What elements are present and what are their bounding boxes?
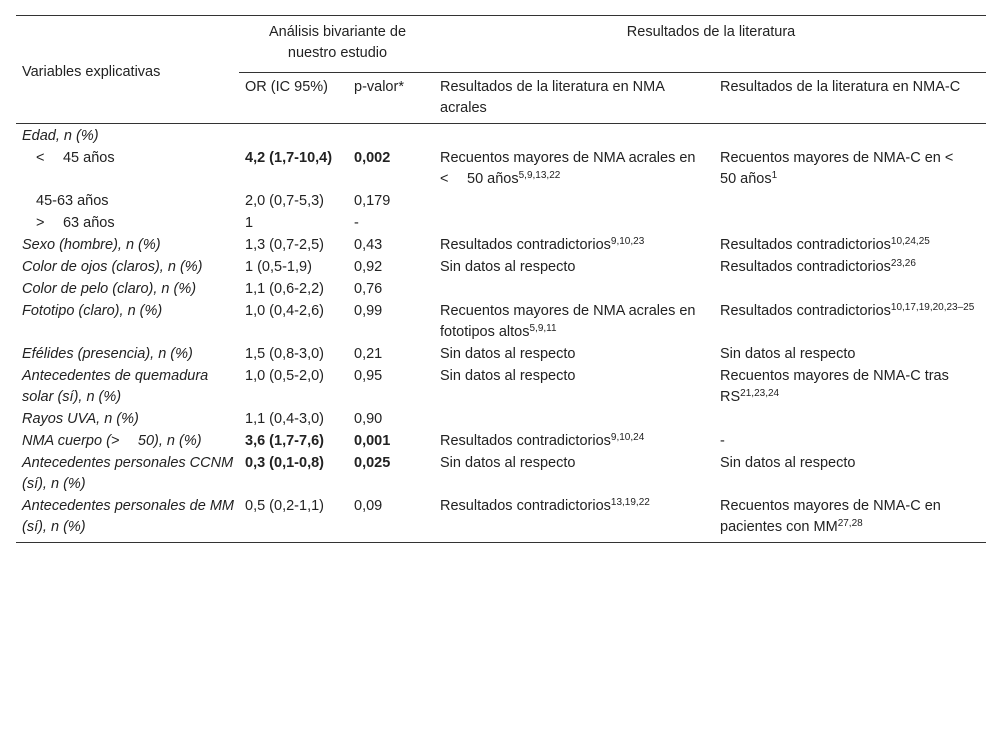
p-value-cell: 0,179 <box>354 193 391 209</box>
or-cell: 1,5 (0,8-3,0) <box>245 346 324 362</box>
literature-acrales-cell <box>434 212 714 234</box>
reference-superscript: 27,28 <box>837 518 863 529</box>
reference-superscript: 23,26 <box>890 258 916 269</box>
table-row <box>16 495 986 543</box>
literature-acrales-cell: Sin datos al respecto <box>440 455 576 471</box>
reference-superscript: 9,10,23 <box>610 236 645 247</box>
or-cell: 4,2 (1,7-10,4) <box>245 150 333 166</box>
reference-superscript: 1 <box>771 170 778 181</box>
variable-cell: Sexo (hombre), n (%) <box>22 237 161 253</box>
nma-acrales-column-header: Resultados de la literatura en NMA acrales <box>434 73 714 124</box>
table-row <box>16 300 986 343</box>
or-cell: 1,0 (0,5-2,0) <box>245 368 324 384</box>
literature-acrales-cell: Resultados contradictorios$^{9,10,24}$ <box>440 432 645 449</box>
table-row <box>16 452 986 495</box>
literature-acrales-cell: Sin datos al respecto <box>440 259 576 275</box>
or-cell: 3,6 (1,7-7,6) <box>245 433 324 449</box>
variable-cell: Antecedentes personales de MM (sí), n (%) <box>16 495 239 543</box>
table-row <box>16 408 986 430</box>
reference-superscript: 13,19,22 <box>610 497 650 508</box>
literature-nma-c-cell: Recuentos mayores de NMA-C en pacientes con MM$^{27,28}$ <box>714 495 986 543</box>
variables-header: Variables explicativas <box>16 16 239 124</box>
literature-nma-c-cell <box>714 190 986 212</box>
literature-nma-c-cell: Resultados contradictorios$^{23,26}$ <box>720 258 916 275</box>
literature-acrales-cell: Resultados contradictorios$^{9,10,23}$ <box>440 236 645 253</box>
or-cell: 1,0 (0,4-2,6) <box>245 303 324 319</box>
table-row <box>16 124 986 148</box>
literature-acrales-cell: Recuentos mayores de NMA acrales en < 50 años$^{5,9,13,22}$ <box>440 150 696 187</box>
variable-cell: Antecedentes personales CCNM (sí), n (%) <box>22 455 234 492</box>
literature-acrales-cell <box>434 278 714 300</box>
reference-superscript: 5,9,13,22 <box>518 170 561 181</box>
or-cell: 0,5 (0,2-1,1) <box>239 495 348 543</box>
p-value-cell: 0,92 <box>354 259 383 275</box>
reference-superscript: 9,10,24 <box>610 432 645 443</box>
literature-nma-c-cell: Resultados contradictorios$^{10,17,19,20,23-25}$ <box>720 302 975 319</box>
literature-acrales-cell: Recuentos mayores de NMA acrales en fototipos altos$^{5,9,11}$ <box>440 303 696 340</box>
table-row <box>16 212 986 234</box>
literature-nma-c-cell <box>714 408 986 430</box>
p-value-cell: - <box>354 215 359 231</box>
nma-c-column-header: Resultados de la literatura en NMA-C <box>714 73 986 124</box>
literature-group-header: Resultados de la literatura <box>434 16 986 73</box>
results-table <box>16 15 986 543</box>
table-row <box>16 430 986 452</box>
reference-superscript: 10,17,19,20,23–25 <box>890 302 975 313</box>
or-cell: 1 (0,5-1,9) <box>245 259 312 275</box>
reference-superscript: 5,9,11 <box>529 323 557 334</box>
or-cell <box>239 124 348 148</box>
literature-nma-c-cell: Recuentos mayores de NMA-C tras RS$^{21,23,24}$ <box>720 368 949 405</box>
literature-nma-c-cell: - <box>720 433 725 449</box>
variable-cell: Efélides (presencia), n (%) <box>22 346 193 362</box>
table-row <box>16 278 986 300</box>
variable-cell: Color de ojos (claros), n (%) <box>22 259 203 275</box>
variable-cell: Rayos UVA, n (%) <box>22 411 139 427</box>
p-value-cell: 0,002 <box>354 150 391 166</box>
p-value-cell: 0,025 <box>354 455 391 471</box>
bivariate-group-header: Análisis bivariante de nuestro estudio <box>239 16 434 73</box>
variable-cell: Fototipo (claro), n (%) <box>22 303 163 319</box>
p-value-cell: 0,95 <box>354 368 383 384</box>
table-row <box>16 234 986 256</box>
p-value-cell: 0,21 <box>354 346 383 362</box>
literature-nma-c-cell: Sin datos al respecto <box>720 346 856 362</box>
literature-nma-c-cell <box>714 212 986 234</box>
variable-cell: Color de pelo (claro), n (%) <box>22 281 197 297</box>
or-cell: 2,0 (0,7-5,3) <box>245 193 324 209</box>
or-cell: 1,3 (0,7-2,5) <box>245 237 324 253</box>
variable-cell: Antecedentes de quemadura solar (sí), n (%) <box>22 368 209 405</box>
p-value-column-header: p-valor* <box>348 73 434 124</box>
literature-nma-c-cell <box>714 124 986 148</box>
table-row <box>16 256 986 278</box>
literature-nma-c-cell: Recuentos mayores de NMA-C en < 50 años$^1$ <box>720 150 968 187</box>
or-cell: 1 <box>245 215 254 231</box>
literature-nma-c-cell <box>714 278 986 300</box>
p-value-cell: 0,001 <box>354 433 391 449</box>
literature-nma-c-cell: Sin datos al respecto <box>720 455 856 471</box>
reference-superscript: 21,23,24 <box>740 388 780 399</box>
table-row <box>16 190 986 212</box>
or-cell: 1,1 (0,4-3,0) <box>245 411 324 427</box>
p-value-cell: 0,90 <box>354 411 383 427</box>
variable-cell: NMA cuerpo (> 50), n (%) <box>22 433 202 449</box>
variable-cell: 45-63 años <box>36 193 109 209</box>
variable-cell: > 63 años <box>36 215 115 231</box>
or-cell: 0,3 (0,1-0,8) <box>245 455 324 471</box>
p-value-cell: 0,09 <box>348 495 434 543</box>
literature-acrales-cell: Sin datos al respecto <box>440 368 576 384</box>
literature-acrales-cell: Sin datos al respecto <box>440 346 576 362</box>
table-row <box>16 343 986 365</box>
literature-acrales-cell: Resultados contradictorios$^{13,19,22}$ <box>434 495 714 543</box>
or-cell: 1,1 (0,6-2,2) <box>245 281 324 297</box>
literature-nma-c-cell: Resultados contradictorios$^{10,24,25}$ <box>720 236 930 253</box>
table-row <box>16 365 986 408</box>
literature-acrales-cell <box>434 408 714 430</box>
p-value-cell: 0,43 <box>354 237 383 253</box>
p-value-cell <box>348 124 434 148</box>
table-row <box>16 147 986 190</box>
p-value-cell: 0,99 <box>354 303 383 319</box>
reference-superscript: 10,24,25 <box>890 236 930 247</box>
variable-cell: < 45 años <box>36 150 115 166</box>
p-value-cell: 0,76 <box>354 281 383 297</box>
literature-acrales-cell <box>434 124 714 148</box>
variable-cell: Edad, n (%) <box>22 128 99 144</box>
literature-acrales-cell <box>434 190 714 212</box>
or-column-header: OR (IC 95%) <box>239 73 348 124</box>
